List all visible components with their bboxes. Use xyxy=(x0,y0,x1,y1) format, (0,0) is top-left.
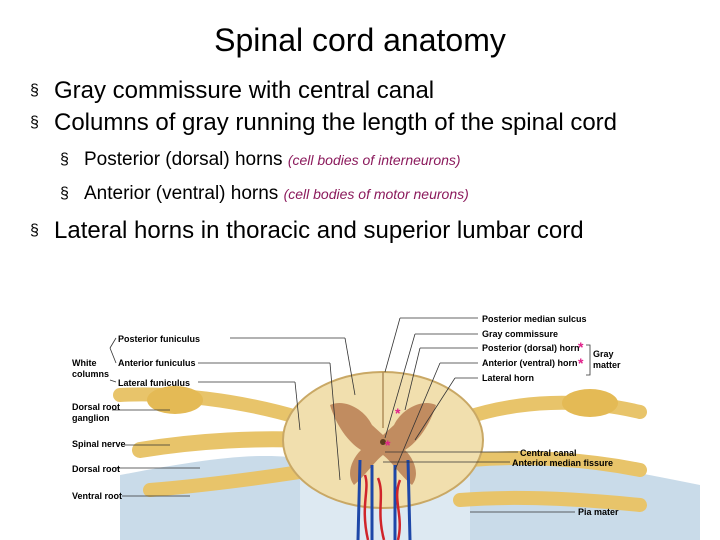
sub-bullet-text: Anterior (ventral) horns xyxy=(84,183,279,204)
dorsal-root-ganglion-right xyxy=(562,389,618,417)
asterisk-anterior-horn: * xyxy=(578,355,584,371)
sub-bullet-note: (cell bodies of interneurons) xyxy=(287,152,461,168)
slide-title: Spinal cord anatomy xyxy=(214,22,506,58)
spinal-cord-diagram xyxy=(0,300,720,540)
label-pia-mater: Pia mater xyxy=(578,507,619,517)
label-posterior-horn: Posterior (dorsal) horn xyxy=(482,343,580,353)
bullet-gray-commissure xyxy=(30,75,710,107)
label-gray-matter: matter xyxy=(593,360,621,370)
bullet-marker-icon: § xyxy=(30,114,39,131)
asterisk-posterior-horn: * xyxy=(578,339,584,355)
label-ventral-root: Ventral root xyxy=(72,491,123,501)
gray-matter-bracket xyxy=(586,345,590,375)
asterisk-on-horn: * xyxy=(395,405,401,421)
label-gray-commissure: Gray commissure xyxy=(482,329,559,339)
label-lateral-funiculus: Lateral funiculus xyxy=(118,378,191,388)
label-white-columns: White xyxy=(72,358,97,368)
label-dorsal-root: Dorsal root xyxy=(72,464,121,474)
bullet-marker-icon: § xyxy=(30,222,39,239)
ventral-root-right xyxy=(460,498,640,505)
dorsal-root-left xyxy=(120,394,300,418)
sub-bullet-posterior-horns xyxy=(60,143,710,177)
label-anterior-horn: Anterior (ventral) horn xyxy=(482,358,578,368)
bullet-text: Columns of gray running the length of the spinal cord xyxy=(54,109,618,136)
bullet-marker-icon: § xyxy=(30,82,39,99)
label-dorsal-root-ganglion: ganglion xyxy=(72,413,110,423)
label-posterior-median-sulcus: Posterior median sulcus xyxy=(482,314,587,324)
bullet-text: Gray commissure with central canal xyxy=(54,77,435,104)
bullet-lateral-horns xyxy=(30,215,710,247)
label-gray-matter: Gray xyxy=(593,349,614,359)
sub-bullet-anterior-horns xyxy=(60,177,710,211)
bullet-list xyxy=(30,75,710,247)
bullet-marker-icon: § xyxy=(60,151,69,168)
bullet-marker-icon: § xyxy=(60,185,69,202)
label-lateral-horn: Lateral horn xyxy=(482,373,535,383)
label-spinal-nerve: Spinal nerve xyxy=(72,439,126,449)
sub-bullet-text: Posterior (dorsal) horns xyxy=(84,149,283,170)
asterisk-on-horn: * xyxy=(385,437,391,453)
label-central-canal: Central canal xyxy=(520,448,577,458)
label-dorsal-root-ganglion: Dorsal root xyxy=(72,402,121,412)
sub-bullet-note: (cell bodies of motor neurons) xyxy=(283,186,469,202)
label-posterior-funiculus: Posterior funiculus xyxy=(118,334,201,344)
bullet-columns-of-gray xyxy=(30,107,710,139)
label-anterior-funiculus: Anterior funiculus xyxy=(118,358,196,368)
label-white-columns: columns xyxy=(72,369,110,379)
bullet-text: Lateral horns in thoracic and superior lumbar cord xyxy=(54,217,584,244)
label-anterior-median-fissure: Anterior median fissure xyxy=(512,458,614,468)
